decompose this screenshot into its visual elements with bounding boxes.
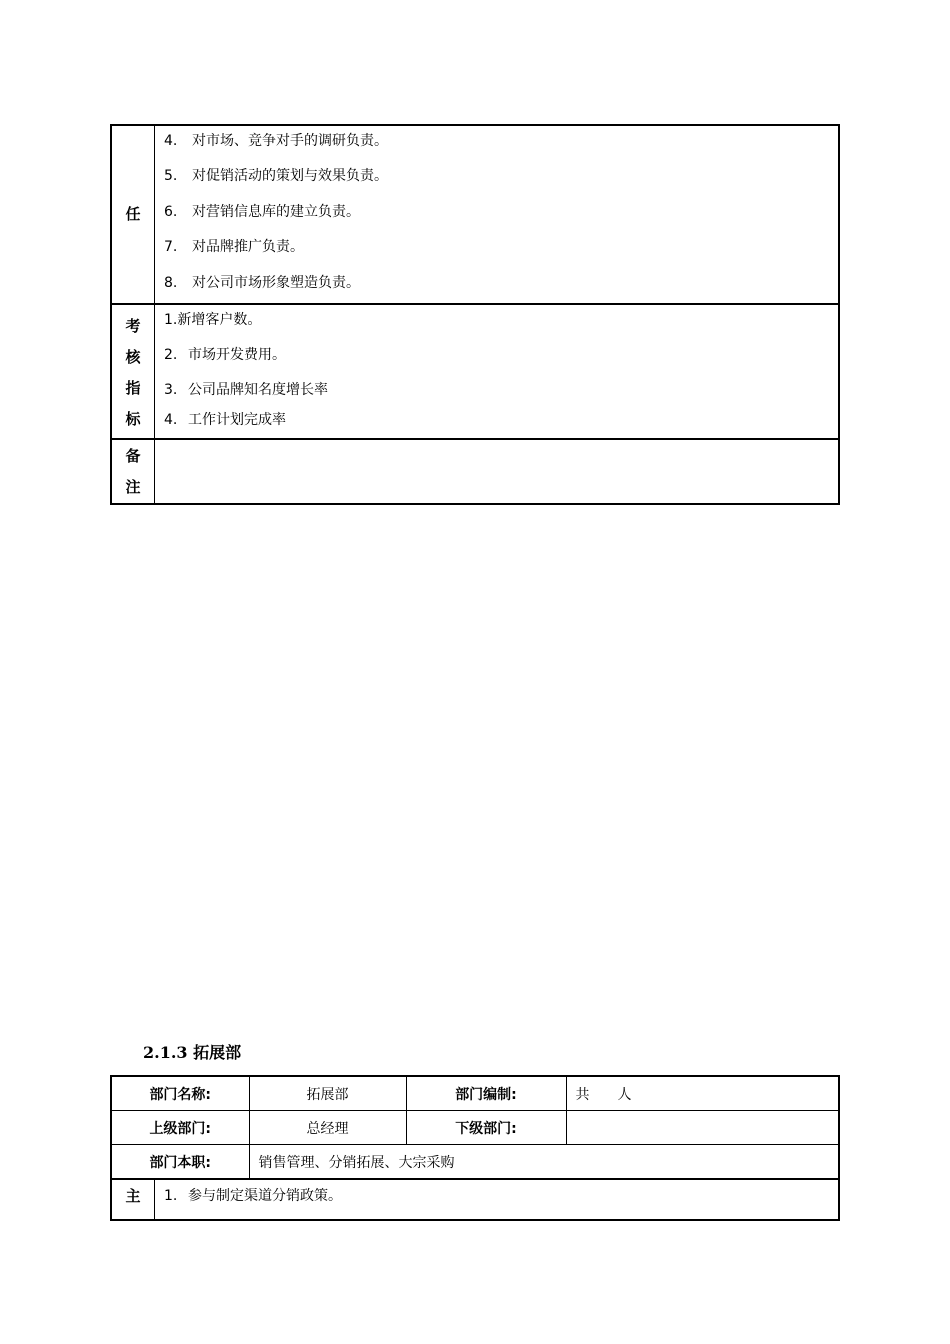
main-duties-cell <box>111 1179 839 1220</box>
duty-value: 销售管理、分销拓展、大宗采购 <box>249 1145 839 1180</box>
notes-row <box>112 438 838 503</box>
superior-value: 总经理 <box>249 1111 406 1145</box>
table-row <box>111 1145 839 1180</box>
section-heading: 2.1.3 拓展部 <box>143 1043 242 1062</box>
table-row <box>111 1179 839 1220</box>
staff-label: 部门编制: <box>406 1076 566 1111</box>
dept-name-value: 拓展部 <box>249 1076 406 1111</box>
department-info-table <box>110 1075 840 1221</box>
main-duties-content: 1. 参与制定渠道分销政策。 <box>164 1188 342 1204</box>
notes-content <box>155 440 838 503</box>
list-item: 3. 公司品牌知名度增长率 <box>164 382 328 398</box>
kpi-list <box>155 305 838 438</box>
kpi-label: 考 核 指 标 <box>112 305 155 438</box>
table-row <box>111 1111 839 1145</box>
notes-label: 备 注 <box>112 440 155 503</box>
list-item: 4. 工作计划完成率 <box>164 412 286 428</box>
list-item: 4. 对市场、竞争对手的调研负责。 <box>164 133 388 149</box>
main-duties-row <box>112 1180 838 1219</box>
kpi-row <box>112 303 838 438</box>
list-item: 7. 对品牌推广负责。 <box>164 239 304 256</box>
list-item: 8. 对公司市场形象塑造负责。 <box>164 274 360 291</box>
subordinate-label: 下级部门: <box>406 1111 566 1145</box>
responsibilities-label: 任 <box>112 126 155 303</box>
subordinate-value <box>566 1111 839 1145</box>
position-description-table <box>110 124 840 505</box>
main-duties-label: 主 <box>112 1180 155 1219</box>
dept-name-label: 部门名称: <box>111 1076 249 1111</box>
list-item: 2. 市场开发费用。 <box>164 347 286 363</box>
list-item: 5. 对促销活动的策划与效果负责。 <box>164 168 388 185</box>
table-row <box>111 1076 839 1111</box>
staff-value: 共 人 <box>566 1076 839 1111</box>
list-item: 1.新增客户数。 <box>164 312 262 328</box>
superior-label: 上级部门: <box>111 1111 249 1145</box>
list-item: 6. 对营销信息库的建立负责。 <box>164 203 360 220</box>
responsibilities-row <box>112 126 838 303</box>
duty-label: 部门本职: <box>111 1145 249 1180</box>
responsibilities-list <box>155 126 838 303</box>
